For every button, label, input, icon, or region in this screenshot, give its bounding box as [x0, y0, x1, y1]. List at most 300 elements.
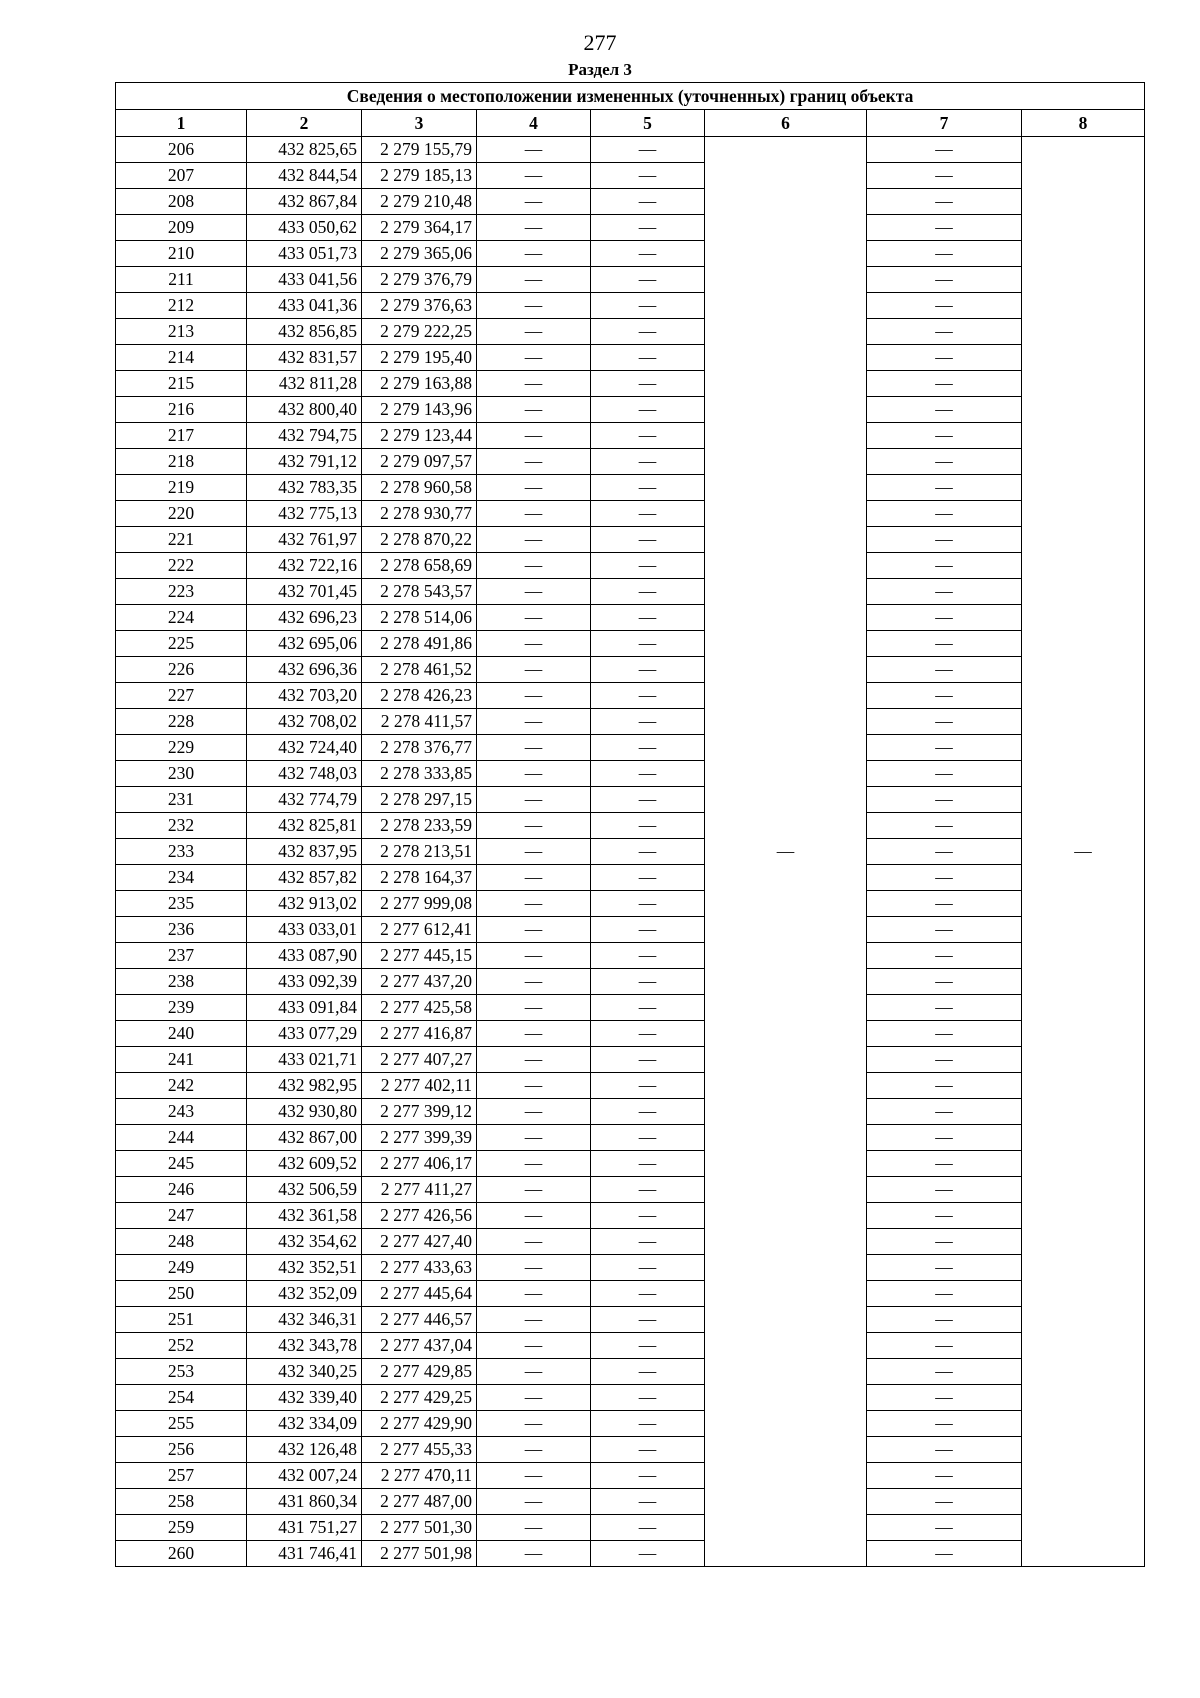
column-7-dash-cell: — — [867, 1333, 1022, 1359]
table-row — [116, 1229, 1145, 1255]
column-7-dash-cell: — — [867, 761, 1022, 787]
coordinate-x-cell: 432 339,40 — [247, 1385, 362, 1411]
coordinate-x-cell: 432 867,84 — [247, 189, 362, 215]
column-7-dash-cell: — — [867, 371, 1022, 397]
coordinate-x-cell: 432 844,54 — [247, 163, 362, 189]
coordinate-x-cell: 432 831,57 — [247, 345, 362, 371]
column-7-dash-cell: — — [867, 865, 1022, 891]
section-title: Раздел 3 — [568, 60, 632, 79]
coordinate-y-cell: 2 278 213,51 — [362, 839, 477, 865]
column-4-dash-cell: — — [477, 1255, 591, 1281]
point-number-cell: 208 — [116, 189, 247, 215]
table-row — [116, 839, 1145, 865]
table-row — [116, 657, 1145, 683]
column-4-dash-cell: — — [477, 267, 591, 293]
coordinate-y-cell: 2 277 399,39 — [362, 1125, 477, 1151]
column-4-dash-cell: — — [477, 501, 591, 527]
table-row — [116, 241, 1145, 267]
column-5-dash-cell: — — [591, 1151, 705, 1177]
coordinate-x-cell: 432 696,23 — [247, 605, 362, 631]
point-number-cell: 207 — [116, 163, 247, 189]
point-number-cell: 217 — [116, 423, 247, 449]
coordinate-y-cell: 2 277 429,85 — [362, 1359, 477, 1385]
coordinate-x-cell: 432 748,03 — [247, 761, 362, 787]
column-5-dash-cell: — — [591, 657, 705, 683]
coordinate-y-cell: 2 279 222,25 — [362, 319, 477, 345]
point-number-cell: 214 — [116, 345, 247, 371]
column-7-dash-cell: — — [867, 1359, 1022, 1385]
coordinate-x-cell: 432 783,35 — [247, 475, 362, 501]
table-row — [116, 579, 1145, 605]
point-number-cell: 220 — [116, 501, 247, 527]
column-4-dash-cell: — — [477, 1489, 591, 1515]
coordinate-y-cell: 2 277 470,11 — [362, 1463, 477, 1489]
column-5-dash-cell: — — [591, 1125, 705, 1151]
column-7-dash-cell: — — [867, 267, 1022, 293]
column-7-dash-cell: — — [867, 891, 1022, 917]
point-number-cell: 250 — [116, 1281, 247, 1307]
column-4-dash-cell: — — [477, 137, 591, 163]
table-row — [116, 761, 1145, 787]
table-row — [116, 1307, 1145, 1333]
column-5-dash-cell: — — [591, 839, 705, 865]
point-number-cell: 206 — [116, 137, 247, 163]
column-5-dash-cell: — — [591, 709, 705, 735]
coordinate-y-cell: 2 277 425,58 — [362, 995, 477, 1021]
point-number-cell: 218 — [116, 449, 247, 475]
point-number-cell: 259 — [116, 1515, 247, 1541]
column-4-dash-cell: — — [477, 865, 591, 891]
coordinate-y-cell: 2 277 445,64 — [362, 1281, 477, 1307]
column-7-dash-cell: — — [867, 189, 1022, 215]
column-7-dash-cell: — — [867, 735, 1022, 761]
coordinate-y-cell: 2 277 612,41 — [362, 917, 477, 943]
column-7-dash-cell: — — [867, 163, 1022, 189]
column-5-dash-cell: — — [591, 1463, 705, 1489]
coordinate-x-cell: 432 696,36 — [247, 657, 362, 683]
table-row — [116, 969, 1145, 995]
table-row — [116, 1021, 1145, 1047]
column-4-dash-cell: — — [477, 1437, 591, 1463]
page-number: 277 — [583, 30, 617, 55]
column-5-dash-cell: — — [591, 943, 705, 969]
coordinate-x-cell: 433 041,56 — [247, 267, 362, 293]
coordinate-x-cell: 432 791,12 — [247, 449, 362, 475]
point-number-cell: 225 — [116, 631, 247, 657]
coordinate-x-cell: 432 334,09 — [247, 1411, 362, 1437]
table-row — [116, 345, 1145, 371]
column-7-dash-cell: — — [867, 995, 1022, 1021]
point-number-cell: 226 — [116, 657, 247, 683]
column-7-dash-cell: — — [867, 657, 1022, 683]
column-7-dash-cell: — — [867, 969, 1022, 995]
column-5-dash-cell: — — [591, 345, 705, 371]
column-7-dash-cell: — — [867, 1489, 1022, 1515]
column-5-dash-cell: — — [591, 475, 705, 501]
table-caption-row — [116, 83, 1145, 110]
coordinate-x-cell: 432 346,31 — [247, 1307, 362, 1333]
table-row — [116, 1177, 1145, 1203]
coordinate-x-cell: 432 126,48 — [247, 1437, 362, 1463]
coordinate-y-cell: 2 277 426,56 — [362, 1203, 477, 1229]
column-4-dash-cell: — — [477, 475, 591, 501]
column-7-dash-cell: — — [867, 683, 1022, 709]
column-number-2: 2 — [247, 110, 362, 137]
column-4-dash-cell: — — [477, 397, 591, 423]
coordinate-x-cell: 432 811,28 — [247, 371, 362, 397]
point-number-cell: 234 — [116, 865, 247, 891]
table-row — [116, 1489, 1145, 1515]
table-row — [116, 683, 1145, 709]
column-7-dash-cell: — — [867, 1203, 1022, 1229]
column-4-dash-cell: — — [477, 631, 591, 657]
column-7-dash-cell: — — [867, 1229, 1022, 1255]
table-row — [116, 943, 1145, 969]
point-number-cell: 231 — [116, 787, 247, 813]
coordinate-y-cell: 2 279 163,88 — [362, 371, 477, 397]
column-4-dash-cell: — — [477, 1125, 591, 1151]
point-number-cell: 260 — [116, 1541, 247, 1567]
coordinate-y-cell: 2 277 487,00 — [362, 1489, 477, 1515]
column-5-dash-cell: — — [591, 319, 705, 345]
column-5-dash-cell: — — [591, 137, 705, 163]
point-number-cell: 210 — [116, 241, 247, 267]
column-5-dash-cell: — — [591, 865, 705, 891]
column-7-dash-cell: — — [867, 1073, 1022, 1099]
table-row — [116, 1411, 1145, 1437]
column-4-dash-cell: — — [477, 319, 591, 345]
column-4-dash-cell: — — [477, 163, 591, 189]
coordinate-y-cell: 2 279 376,63 — [362, 293, 477, 319]
coordinate-x-cell: 432 825,81 — [247, 813, 362, 839]
column-7-dash-cell: — — [867, 319, 1022, 345]
column-4-dash-cell: — — [477, 1099, 591, 1125]
column-7-dash-cell: — — [867, 709, 1022, 735]
coordinate-x-cell: 432 343,78 — [247, 1333, 362, 1359]
column-4-dash-cell: — — [477, 423, 591, 449]
point-number-cell: 243 — [116, 1099, 247, 1125]
column-5-dash-cell: — — [591, 1359, 705, 1385]
column-4-dash-cell: — — [477, 1515, 591, 1541]
table-row — [116, 293, 1145, 319]
point-number-cell: 240 — [116, 1021, 247, 1047]
coordinate-x-cell: 432 340,25 — [247, 1359, 362, 1385]
coordinate-y-cell: 2 279 143,96 — [362, 397, 477, 423]
coordinate-y-cell: 2 279 365,06 — [362, 241, 477, 267]
point-number-cell: 257 — [116, 1463, 247, 1489]
point-number-cell: 253 — [116, 1359, 247, 1385]
column-4-dash-cell: — — [477, 449, 591, 475]
coordinate-x-cell: 432 867,00 — [247, 1125, 362, 1151]
table-row — [116, 1385, 1145, 1411]
coordinate-x-cell: 433 091,84 — [247, 995, 362, 1021]
column-7-dash-cell: — — [867, 813, 1022, 839]
column-7-dash-cell: — — [867, 1177, 1022, 1203]
column-5-dash-cell: — — [591, 735, 705, 761]
table-row — [116, 189, 1145, 215]
coordinate-x-cell: 433 033,01 — [247, 917, 362, 943]
column-number-4: 4 — [477, 110, 591, 137]
point-number-cell: 248 — [116, 1229, 247, 1255]
column-7-dash-cell: — — [867, 1541, 1022, 1567]
coordinate-y-cell: 2 277 437,04 — [362, 1333, 477, 1359]
coordinate-x-cell: 431 860,34 — [247, 1489, 362, 1515]
coordinate-y-cell: 2 277 407,27 — [362, 1047, 477, 1073]
column-4-dash-cell: — — [477, 709, 591, 735]
column-4-dash-cell: — — [477, 1281, 591, 1307]
table-row — [116, 1333, 1145, 1359]
point-number-cell: 223 — [116, 579, 247, 605]
coordinate-y-cell: 2 277 999,08 — [362, 891, 477, 917]
column-5-dash-cell: — — [591, 293, 705, 319]
table-row — [116, 371, 1145, 397]
column-4-dash-cell: — — [477, 1021, 591, 1047]
table-row — [116, 787, 1145, 813]
coordinate-y-cell: 2 277 455,33 — [362, 1437, 477, 1463]
coordinate-x-cell: 432 774,79 — [247, 787, 362, 813]
column-7-dash-cell: — — [867, 501, 1022, 527]
column-5-dash-cell: — — [591, 1385, 705, 1411]
column-5-dash-cell: — — [591, 241, 705, 267]
point-number-cell: 241 — [116, 1047, 247, 1073]
column-4-dash-cell: — — [477, 943, 591, 969]
table-row — [116, 1437, 1145, 1463]
coordinate-x-cell: 433 021,71 — [247, 1047, 362, 1073]
column-4-dash-cell: — — [477, 553, 591, 579]
column-5-dash-cell: — — [591, 1177, 705, 1203]
table-row — [116, 1073, 1145, 1099]
table-row — [116, 813, 1145, 839]
table-row — [116, 1151, 1145, 1177]
column-7-dash-cell: — — [867, 839, 1022, 865]
table-row — [116, 1255, 1145, 1281]
column-4-dash-cell: — — [477, 1411, 591, 1437]
coordinate-x-cell: 432 913,02 — [247, 891, 362, 917]
column-4-dash-cell: — — [477, 293, 591, 319]
coordinate-x-cell: 433 051,73 — [247, 241, 362, 267]
column-7-dash-cell: — — [867, 241, 1022, 267]
coordinate-y-cell: 2 279 376,79 — [362, 267, 477, 293]
table-row — [116, 631, 1145, 657]
point-number-cell: 258 — [116, 1489, 247, 1515]
coordinate-x-cell: 432 007,24 — [247, 1463, 362, 1489]
column-7-dash-cell: — — [867, 1281, 1022, 1307]
column-5-dash-cell: — — [591, 1021, 705, 1047]
coordinate-x-cell: 432 695,06 — [247, 631, 362, 657]
coordinate-y-cell: 2 278 333,85 — [362, 761, 477, 787]
column-5-dash-cell: — — [591, 891, 705, 917]
column-6-merged-cell: — — [705, 137, 867, 1567]
coordinate-y-cell: 2 279 123,44 — [362, 423, 477, 449]
coordinate-x-cell: 432 761,97 — [247, 527, 362, 553]
column-5-dash-cell: — — [591, 605, 705, 631]
coordinate-y-cell: 2 278 411,57 — [362, 709, 477, 735]
table-caption: Сведения о местоположении измененных (уточненных) границ объекта — [116, 83, 1145, 110]
coordinate-y-cell: 2 279 155,79 — [362, 137, 477, 163]
table-row — [116, 215, 1145, 241]
coordinate-x-cell: 432 982,95 — [247, 1073, 362, 1099]
column-4-dash-cell: — — [477, 1229, 591, 1255]
point-number-cell: 252 — [116, 1333, 247, 1359]
coordinate-y-cell: 2 278 426,23 — [362, 683, 477, 709]
column-4-dash-cell: — — [477, 215, 591, 241]
column-5-dash-cell: — — [591, 1229, 705, 1255]
column-5-dash-cell: — — [591, 501, 705, 527]
coordinate-y-cell: 2 277 433,63 — [362, 1255, 477, 1281]
table-row — [116, 397, 1145, 423]
column-4-dash-cell: — — [477, 1151, 591, 1177]
coordinate-y-cell: 2 277 406,17 — [362, 1151, 477, 1177]
column-4-dash-cell: — — [477, 345, 591, 371]
point-number-cell: 239 — [116, 995, 247, 1021]
column-4-dash-cell: — — [477, 579, 591, 605]
point-number-cell: 221 — [116, 527, 247, 553]
coordinate-y-cell: 2 278 870,22 — [362, 527, 477, 553]
table-row — [116, 423, 1145, 449]
coordinate-x-cell: 432 352,09 — [247, 1281, 362, 1307]
table-row — [116, 267, 1145, 293]
table-row — [116, 1515, 1145, 1541]
column-4-dash-cell: — — [477, 1307, 591, 1333]
table-row — [116, 891, 1145, 917]
coordinate-x-cell: 432 930,80 — [247, 1099, 362, 1125]
coordinate-x-cell: 432 724,40 — [247, 735, 362, 761]
table-row — [116, 553, 1145, 579]
coordinate-y-cell: 2 277 446,57 — [362, 1307, 477, 1333]
column-7-dash-cell: — — [867, 605, 1022, 631]
point-number-cell: 216 — [116, 397, 247, 423]
column-5-dash-cell: — — [591, 423, 705, 449]
coordinate-x-cell: 433 041,36 — [247, 293, 362, 319]
column-7-dash-cell: — — [867, 1437, 1022, 1463]
point-number-cell: 233 — [116, 839, 247, 865]
column-4-dash-cell: — — [477, 787, 591, 813]
column-7-dash-cell: — — [867, 1411, 1022, 1437]
coordinate-y-cell: 2 277 416,87 — [362, 1021, 477, 1047]
column-4-dash-cell: — — [477, 1463, 591, 1489]
point-number-cell: 224 — [116, 605, 247, 631]
column-4-dash-cell: — — [477, 605, 591, 631]
point-number-cell: 238 — [116, 969, 247, 995]
coordinate-y-cell: 2 278 930,77 — [362, 501, 477, 527]
coordinate-y-cell: 2 277 399,12 — [362, 1099, 477, 1125]
coordinate-y-cell: 2 278 960,58 — [362, 475, 477, 501]
table-row — [116, 1125, 1145, 1151]
column-5-dash-cell: — — [591, 553, 705, 579]
column-7-dash-cell: — — [867, 449, 1022, 475]
point-number-cell: 228 — [116, 709, 247, 735]
coordinate-y-cell: 2 278 233,59 — [362, 813, 477, 839]
column-4-dash-cell: — — [477, 995, 591, 1021]
coordinate-y-cell: 2 278 658,69 — [362, 553, 477, 579]
coordinate-x-cell: 432 361,58 — [247, 1203, 362, 1229]
coordinate-y-cell: 2 278 297,15 — [362, 787, 477, 813]
coordinate-y-cell: 2 277 501,98 — [362, 1541, 477, 1567]
table-row — [116, 163, 1145, 189]
point-number-cell: 255 — [116, 1411, 247, 1437]
coordinate-y-cell: 2 278 514,06 — [362, 605, 477, 631]
column-number-row — [116, 110, 1145, 137]
column-5-dash-cell: — — [591, 371, 705, 397]
coordinate-x-cell: 433 087,90 — [247, 943, 362, 969]
column-5-dash-cell: — — [591, 397, 705, 423]
column-4-dash-cell: — — [477, 1203, 591, 1229]
column-5-dash-cell: — — [591, 1489, 705, 1515]
coordinate-y-cell: 2 277 411,27 — [362, 1177, 477, 1203]
coordinate-y-cell: 2 278 491,86 — [362, 631, 477, 657]
column-5-dash-cell: — — [591, 1281, 705, 1307]
column-7-dash-cell: — — [867, 579, 1022, 605]
column-4-dash-cell: — — [477, 1541, 591, 1567]
point-number-cell: 222 — [116, 553, 247, 579]
column-5-dash-cell: — — [591, 1099, 705, 1125]
table-row — [116, 605, 1145, 631]
column-5-dash-cell: — — [591, 189, 705, 215]
coordinate-x-cell: 432 825,65 — [247, 137, 362, 163]
column-7-dash-cell: — — [867, 1385, 1022, 1411]
table-row — [116, 1281, 1145, 1307]
coordinate-x-cell: 432 352,51 — [247, 1255, 362, 1281]
column-4-dash-cell: — — [477, 189, 591, 215]
coordinate-x-cell: 432 703,20 — [247, 683, 362, 709]
column-5-dash-cell: — — [591, 1307, 705, 1333]
table-row — [116, 995, 1145, 1021]
column-4-dash-cell: — — [477, 527, 591, 553]
point-number-cell: 251 — [116, 1307, 247, 1333]
coordinate-y-cell: 2 277 427,40 — [362, 1229, 477, 1255]
column-4-dash-cell: — — [477, 1177, 591, 1203]
column-7-dash-cell: — — [867, 1515, 1022, 1541]
column-7-dash-cell: — — [867, 631, 1022, 657]
column-number-1: 1 — [116, 110, 247, 137]
point-number-cell: 236 — [116, 917, 247, 943]
column-5-dash-cell: — — [591, 449, 705, 475]
coordinate-y-cell: 2 277 402,11 — [362, 1073, 477, 1099]
coordinate-y-cell: 2 278 164,37 — [362, 865, 477, 891]
column-7-dash-cell: — — [867, 553, 1022, 579]
column-5-dash-cell: — — [591, 995, 705, 1021]
coordinate-x-cell: 432 857,82 — [247, 865, 362, 891]
column-4-dash-cell: — — [477, 969, 591, 995]
column-7-dash-cell: — — [867, 1099, 1022, 1125]
column-7-dash-cell: — — [867, 293, 1022, 319]
point-number-cell: 235 — [116, 891, 247, 917]
column-5-dash-cell: — — [591, 1541, 705, 1567]
column-7-dash-cell: — — [867, 527, 1022, 553]
point-number-cell: 244 — [116, 1125, 247, 1151]
column-5-dash-cell: — — [591, 1515, 705, 1541]
table-row — [116, 1203, 1145, 1229]
coordinate-y-cell: 2 277 429,25 — [362, 1385, 477, 1411]
table-row — [116, 865, 1145, 891]
coordinate-y-cell: 2 279 210,48 — [362, 189, 477, 215]
column-5-dash-cell: — — [591, 1073, 705, 1099]
point-number-cell: 209 — [116, 215, 247, 241]
boundary-coordinates-table — [115, 82, 1145, 1567]
column-7-dash-cell: — — [867, 475, 1022, 501]
column-4-dash-cell: — — [477, 683, 591, 709]
point-number-cell: 247 — [116, 1203, 247, 1229]
column-5-dash-cell: — — [591, 527, 705, 553]
column-5-dash-cell: — — [591, 969, 705, 995]
column-5-dash-cell: — — [591, 163, 705, 189]
coordinate-y-cell: 2 278 376,77 — [362, 735, 477, 761]
coordinate-x-cell: 432 794,75 — [247, 423, 362, 449]
coordinate-y-cell: 2 279 097,57 — [362, 449, 477, 475]
column-7-dash-cell: — — [867, 423, 1022, 449]
column-5-dash-cell: — — [591, 1437, 705, 1463]
column-7-dash-cell: — — [867, 1021, 1022, 1047]
